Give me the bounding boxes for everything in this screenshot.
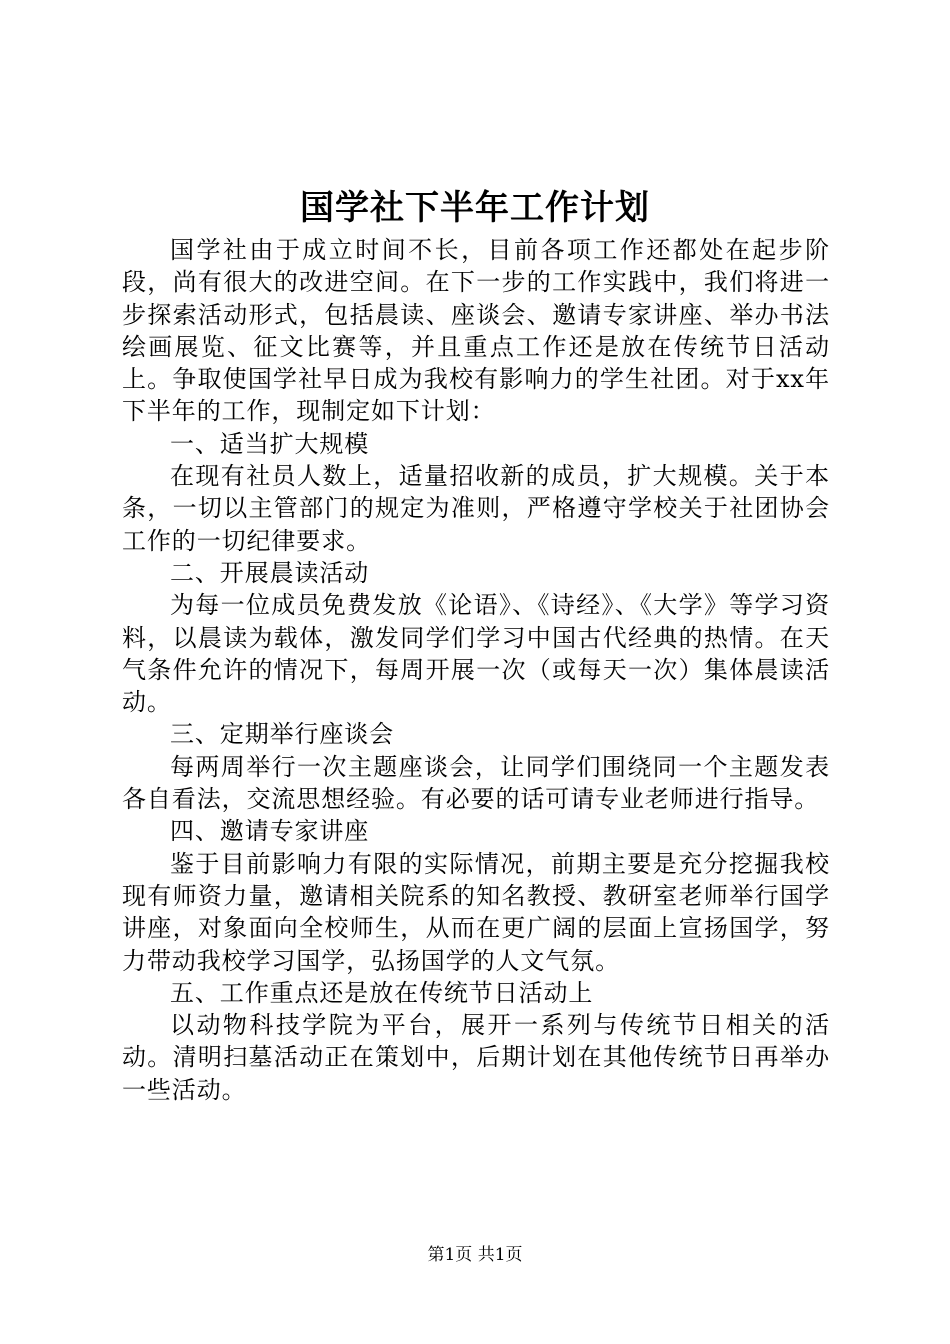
document-body <box>122 234 830 1106</box>
document-title: 国学社下半年工作计划 <box>300 188 650 228</box>
section-paragraph-3: 每两周举行一次主题座谈会，让同学们围绕同一个主题发表各自看法，交流思想经验。有必要的话可请专业老师进行指导。 <box>122 752 830 814</box>
section-heading-5: 五、工作重点还是放在传统节日活动上 <box>170 978 594 1007</box>
section-paragraph-4: 鉴于目前影响力有限的实际情况，前期主要是充分挖掘我校现有师资力量，邀请相关院系的知名教授、教研室老师举行国学讲座，对象面向全校师生，从而在更广阔的层面上宣扬国学，努力带动我校学习国学，弘扬国学的人文气氛。 <box>122 849 830 975</box>
section-paragraph-1: 在现有社员人数上，适量招收新的成员，扩大规模。关于本条，一切以主管部门的规定为准则，严格遵守学校关于社团协会工作的一切纪律要求。 <box>122 462 830 555</box>
section-heading-4: 四、邀请专家讲座 <box>170 817 370 846</box>
section-heading-2: 二、开展晨读活动 <box>170 558 370 587</box>
section-heading-3: 三、定期举行座谈会 <box>170 720 395 749</box>
section-paragraph-2: 为每一位成员免费发放《论语》、《诗经》、《大学》等学习资料，以晨读为载体，激发同学们学习中国古代经典的热情。在天气条件允许的情况下，每周开展一次（或每天一次）集体晨读活动。 <box>122 591 830 717</box>
section-paragraph-5: 以动物科技学院为平台，展开一系列与传统节日相关的活动。清明扫墓活动正在策划中，后期计划在其他传统节日再举办一些活动。 <box>122 1011 830 1104</box>
page-number-footer: 第1页 共1页 <box>427 1245 523 1265</box>
section-heading-1: 一、适当扩大规模 <box>170 429 370 458</box>
intro-paragraph: 国学社由于成立时间不长，目前各项工作还都处在起步阶段，尚有很大的改进空间。在下一步的工作实践中，我们将进一步探索活动形式，包括晨读、座谈会、邀请专家讲座、举办书法绘画展览、征文比赛等，并且重点工作还是放在传统节日活动上。争取使国学社早日成为我校有影响力的学生社团。对于xx年下半年的工作，现制定如下计划： <box>122 236 830 426</box>
